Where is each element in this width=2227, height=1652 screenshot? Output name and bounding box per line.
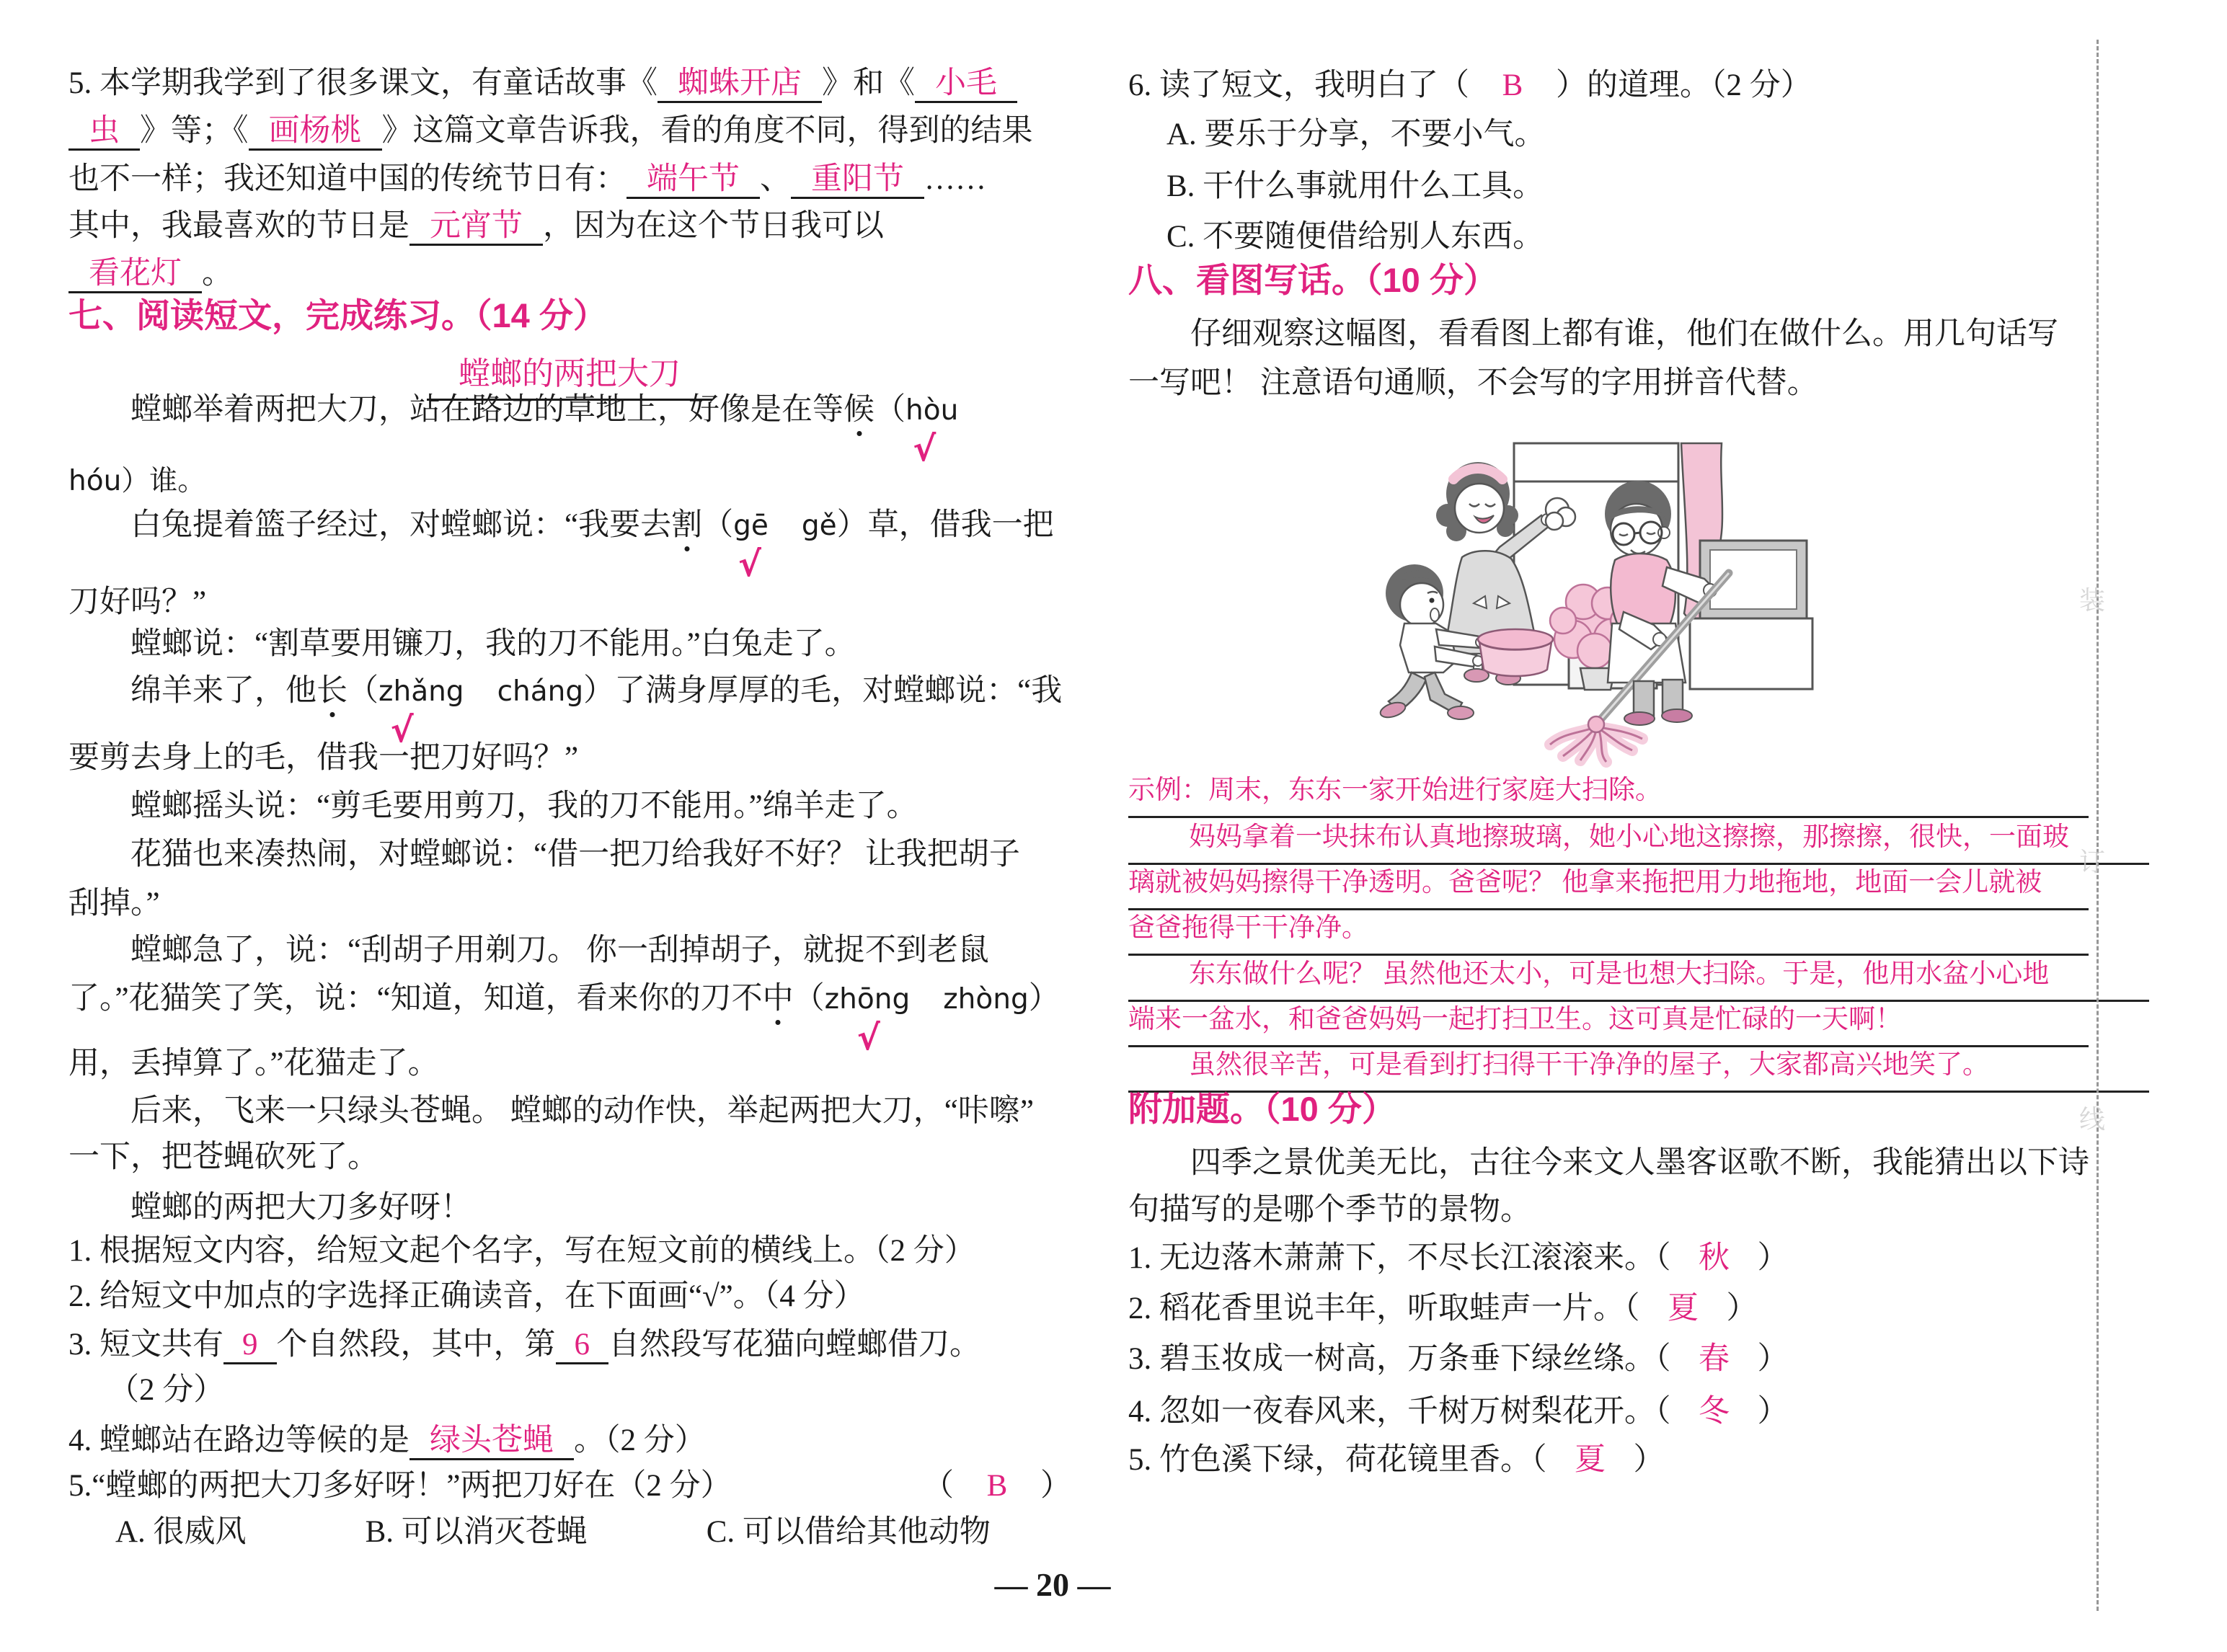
text-segment: 后来，飞来一只绿头苍蝇。 螳螂的动作快，举起两把大刀，“咔嚓” xyxy=(130,1094,1034,1128)
text-segment: 螳螂举着两把大刀，站在路边的草地上，好像是在等 xyxy=(130,393,844,427)
question-1 xyxy=(68,1234,975,1268)
text-segment: ） xyxy=(1757,1342,1789,1376)
text-segment: 仔细观察这幅图，看看图上都有谁，他们在做什么。用几句话写 xyxy=(1190,317,2058,351)
q5-fill-line-2 xyxy=(68,114,1033,151)
text-segment: 自然段写花猫向螳螂借刀。 xyxy=(608,1328,980,1362)
text-segment: 2. 给短文中加点的字选择正确读音，在下面画“√”。（4 分） xyxy=(68,1279,865,1313)
passage-line xyxy=(68,1094,1034,1128)
text-segment: ）草，借我一把 xyxy=(836,508,1054,542)
question-2 xyxy=(68,1279,865,1313)
answer-letter: B xyxy=(986,1469,1008,1503)
handwritten-text: 妈妈拿着一块抹布认真地擦玻璃，她小心地这擦擦，那擦擦，很快，一面玻 xyxy=(1189,822,2069,852)
passage-line xyxy=(68,741,578,775)
poem-question-4 xyxy=(1128,1395,1789,1429)
pinyin: cháng xyxy=(497,675,584,708)
passage-title-text: 螳螂的两把大刀 xyxy=(427,356,712,401)
answer-blank: 重阳节 xyxy=(791,163,924,199)
text-segment: ） xyxy=(1757,1241,1789,1275)
text-segment: 6. 读了短文，我明白了（ xyxy=(1128,68,1469,102)
answer-blank: 蜘蛛开店 xyxy=(658,67,822,103)
pinyin-option xyxy=(378,674,464,750)
text-segment: A. 要乐于分享，不要小气。 xyxy=(1166,117,1546,151)
bonus-intro-line-1 xyxy=(1128,1146,2089,1180)
handwritten-text: 爸爸拖得干干净净。 xyxy=(1128,913,1368,943)
question-6-option-a xyxy=(1166,117,1546,151)
text-segment: 1. 根据短文内容，给短文起个名字，写在短文前的横线上。（2 分） xyxy=(68,1234,975,1268)
question-6 xyxy=(1128,68,1812,102)
checkmark: √ xyxy=(913,428,937,469)
checkmark: √ xyxy=(856,1017,880,1058)
text-segment: （2 分） xyxy=(108,1373,225,1407)
text-segment: 3. 碧玉妆成一树高，万条垂下绿丝绦。（ xyxy=(1128,1342,1671,1376)
answer-blank: 虫 xyxy=(68,115,140,151)
passage-line xyxy=(68,585,206,619)
text-segment: 螳螂说：“割草要用镰刀，我的刀不能用。”白兔走了。 xyxy=(130,627,856,661)
writing-answer-line xyxy=(1128,952,2149,1002)
q5-fill-line-5 xyxy=(68,257,233,293)
passage-line xyxy=(68,674,1063,750)
poem-question-1 xyxy=(1128,1241,1789,1275)
text-segment: 1. 无边落木萧萧下，不尽长江滚滚来。（ xyxy=(1128,1241,1671,1275)
passage-line xyxy=(68,508,1054,585)
dotted-char: 候 xyxy=(844,393,875,427)
answer-letter: B xyxy=(1502,68,1523,102)
handwritten-text: 璃就被妈妈擦得干净透明。爸爸呢？ 他拿来拖把用力地拖地，地面一会儿就被 xyxy=(1128,868,2042,897)
tv-icon xyxy=(1690,541,1812,689)
question-3-score xyxy=(108,1373,224,1407)
passage-line xyxy=(68,463,205,497)
pinyin-option xyxy=(906,393,959,469)
answer-blank: 看花灯 xyxy=(68,257,202,293)
q5-fill-line-1 xyxy=(68,66,1017,103)
dotted-char: 长 xyxy=(316,674,347,708)
text-segment: 。（2 分） xyxy=(574,1424,706,1457)
pinyin: zhōng xyxy=(824,983,911,1016)
text-segment: ） xyxy=(1726,1292,1758,1325)
text-segment: 要剪去身上的毛，借我一把刀好吗？” xyxy=(68,741,579,775)
poem-question-5 xyxy=(1128,1443,1665,1477)
text-segment: B. 干什么事就用什么工具。 xyxy=(1166,169,1544,203)
answer-blank: 元宵节 xyxy=(409,210,543,246)
passage-line xyxy=(68,982,1060,1058)
writing-answer-line xyxy=(1128,906,2089,956)
text-segment: 5. 竹色溪下绿，荷花镜里香。（ xyxy=(1128,1443,1547,1477)
q5-fill-line-4 xyxy=(68,209,884,246)
pinyin-option xyxy=(824,982,911,1058)
text-segment: ）的道理。（2 分） xyxy=(1556,68,1812,102)
text-segment: （ xyxy=(875,393,906,427)
handwritten-text: 东东做什么呢？ 虽然他还太小，可是也想大扫除。于是，他用水盆小心地 xyxy=(1189,959,2050,989)
basin-icon xyxy=(1478,629,1553,676)
question-4 xyxy=(68,1424,706,1460)
text-segment: ） xyxy=(1633,1443,1665,1477)
text-segment: 螳螂急了，说：“刮胡子用剃刀。 你一刮掉胡子，就捉不到老鼠 xyxy=(130,933,989,967)
answer-season: 夏 xyxy=(1575,1443,1606,1477)
dotted-char: 割 xyxy=(671,508,703,542)
text-segment: 刀好吗？” xyxy=(68,585,207,619)
text-segment: 5.“螳螂的两把大刀多好呀！”两把刀好在（2 分） xyxy=(68,1469,732,1503)
answer-blank: 端午节 xyxy=(627,163,760,199)
dotted-char: 中 xyxy=(762,982,794,1016)
answer-blank: 小毛 xyxy=(915,67,1017,103)
text-segment: 四季之景优美无比，古往今来文人墨客讴歌不断，我能猜出以下诗 xyxy=(1190,1146,2089,1180)
pinyin-option xyxy=(733,508,769,585)
writing-answer-line xyxy=(1128,1043,2149,1093)
option-b: B. 可以消灭苍蝇 xyxy=(365,1515,588,1549)
handwritten-text: 端来一盆水，和爸爸妈妈一起打扫卫生。这可真是忙碌的一天啊！ xyxy=(1128,1005,1902,1034)
text-segment: 一写吧！ 注意语句通顺，不会写的字用拼音代替。 xyxy=(1128,366,1818,400)
text-segment: 2. 稻花香里说丰年，听取蛙声一片。（ xyxy=(1128,1292,1640,1325)
page-number-text: — 20 — xyxy=(994,1566,1111,1603)
checkmark: √ xyxy=(738,543,761,585)
text-segment: 螳螂的两把大刀多好呀！ xyxy=(130,1191,471,1225)
text-segment: 刮掉。” xyxy=(68,887,160,920)
section-8-intro-line-2 xyxy=(1128,366,1818,400)
pinyin: gě xyxy=(801,510,837,542)
question-5 xyxy=(68,1469,732,1503)
passage-line xyxy=(68,1047,439,1080)
section-7-heading: 七、阅读短文，完成练习。（14 分） xyxy=(68,296,607,334)
text-segment: （ xyxy=(702,508,734,542)
bonus-section-heading: 附加题。（10 分） xyxy=(1128,1090,1396,1128)
answer-season: 冬 xyxy=(1699,1395,1730,1429)
writing-answer-line xyxy=(1128,998,2089,1047)
text-segment: （ xyxy=(923,1469,954,1503)
answer-season: 秋 xyxy=(1699,1241,1730,1275)
pinyin: zhòng xyxy=(943,983,1029,1016)
text-segment: 3. 短文共有 xyxy=(68,1328,223,1362)
text-segment: ）了满身厚厚的毛，对螳螂说：“我 xyxy=(583,674,1063,708)
text-segment: 、 xyxy=(760,162,791,196)
poem-question-2 xyxy=(1128,1292,1758,1325)
family-cleaning-illustration xyxy=(1370,407,1918,768)
passage-line xyxy=(68,1191,471,1225)
passage-line xyxy=(68,887,160,920)
binding-dashed-line xyxy=(2097,40,2099,1611)
passage-line xyxy=(68,838,1020,871)
pinyin: gē xyxy=(733,510,769,542)
text-segment: 螳螂摇头说：“剪毛要用剪刀，我的刀不能用。”绵羊走了。 xyxy=(130,789,918,823)
text-segment: 》等；《 xyxy=(140,114,249,148)
passage-line xyxy=(68,393,959,469)
question-6-option-b xyxy=(1166,169,1544,203)
binding-char: 订 xyxy=(2079,848,2106,876)
checkmark: √ xyxy=(390,709,414,750)
text-segment: 句描写的是哪个季节的景物。 xyxy=(1128,1193,1531,1227)
binding-char: 线 xyxy=(2079,1105,2106,1134)
page-number xyxy=(887,1566,1218,1604)
question-5-answer xyxy=(923,1469,1071,1503)
text-segment: 。 xyxy=(202,257,233,290)
text-segment: C. 不要随便借给别人东西。 xyxy=(1166,220,1544,254)
answer-season: 春 xyxy=(1699,1342,1730,1376)
handwritten-text: 示例：周末，东东一家开始进行家庭大扫除。 xyxy=(1128,776,1662,805)
writing-answer-line xyxy=(1128,815,2149,865)
section-8-intro-line-1 xyxy=(1128,317,2058,351)
text-segment: 》和《 xyxy=(822,66,915,100)
answer-blank: 绿头苍蝇 xyxy=(409,1424,574,1460)
text-segment: 白兔提着篮子经过，对螳螂说：“我要去 xyxy=(130,508,672,542)
option-a: A. 很威风 xyxy=(115,1515,247,1549)
text-segment: （ xyxy=(347,674,378,708)
pinyin: hóu）谁。 xyxy=(68,465,206,497)
passage-line xyxy=(68,1140,378,1174)
q5-fill-line-3 xyxy=(68,162,986,199)
writing-answer-line xyxy=(1128,768,2089,818)
answer-season: 夏 xyxy=(1668,1292,1699,1325)
pinyin: zhǎng xyxy=(378,675,464,708)
text-segment: 绵羊来了，他 xyxy=(130,674,316,708)
text-segment: （ xyxy=(793,982,825,1016)
binding-char: 装 xyxy=(2079,586,2106,615)
question-5-options xyxy=(115,1515,991,1549)
text-segment: 了。”花猫笑了笑，说：“知道，知道，看来你的刀不 xyxy=(68,982,763,1016)
text-segment: 用，丢掉算了。”花猫走了。 xyxy=(68,1047,439,1080)
text-segment: 4. 忽如一夜春风来，千树万树梨花开。（ xyxy=(1128,1395,1671,1429)
pinyin: hòu xyxy=(906,394,959,427)
text-segment: 4. 螳螂站在路边等候的是 xyxy=(68,1424,409,1457)
poem-question-3 xyxy=(1128,1342,1789,1376)
text-segment: 5. 本学期我学到了很多课文，有童话故事《 xyxy=(68,66,658,100)
text-segment: …… xyxy=(924,162,986,196)
passage-line xyxy=(68,789,918,823)
option-c: C. 可以借给其他动物 xyxy=(706,1515,991,1549)
passage-line xyxy=(68,627,856,661)
answer-blank: 9 xyxy=(223,1328,277,1364)
answer-blank: 画杨桃 xyxy=(249,115,382,151)
text-segment: ，因为在这个节日我可以 xyxy=(543,209,884,243)
text-segment: 其中，我最喜欢的节日是 xyxy=(68,209,409,243)
bonus-intro-line-2 xyxy=(1128,1193,1531,1227)
passage-line xyxy=(68,933,989,967)
section-8-heading: 八、看图写话。（10 分） xyxy=(1128,261,1497,299)
text-segment: 》这篇文章告诉我，看的角度不同，得到的结果 xyxy=(381,114,1033,148)
text-segment: ） xyxy=(1757,1395,1789,1429)
question-6-option-c xyxy=(1166,220,1544,254)
answer-blank: 6 xyxy=(556,1328,609,1364)
text-segment: 花猫也来凑热闹，对螳螂说：“借一把刀给我好不好？ 让我把胡子 xyxy=(130,838,1020,871)
text-segment: 也不一样；我还知道中国的传统节日有： xyxy=(68,162,627,196)
passage-title xyxy=(68,347,1071,394)
text-segment: ） xyxy=(1040,1469,1071,1503)
text-segment: ） xyxy=(1028,982,1060,1016)
handwritten-text: 虽然很辛苦，可是看到打扫得干干净净的屋子，大家都高兴地笑了。 xyxy=(1189,1050,1989,1080)
writing-answer-line xyxy=(1128,861,2089,910)
text-segment: 个自然段，其中，第 xyxy=(276,1328,556,1362)
question-3 xyxy=(68,1328,980,1364)
text-segment: 一下，把苍蝇砍死了。 xyxy=(68,1140,378,1174)
